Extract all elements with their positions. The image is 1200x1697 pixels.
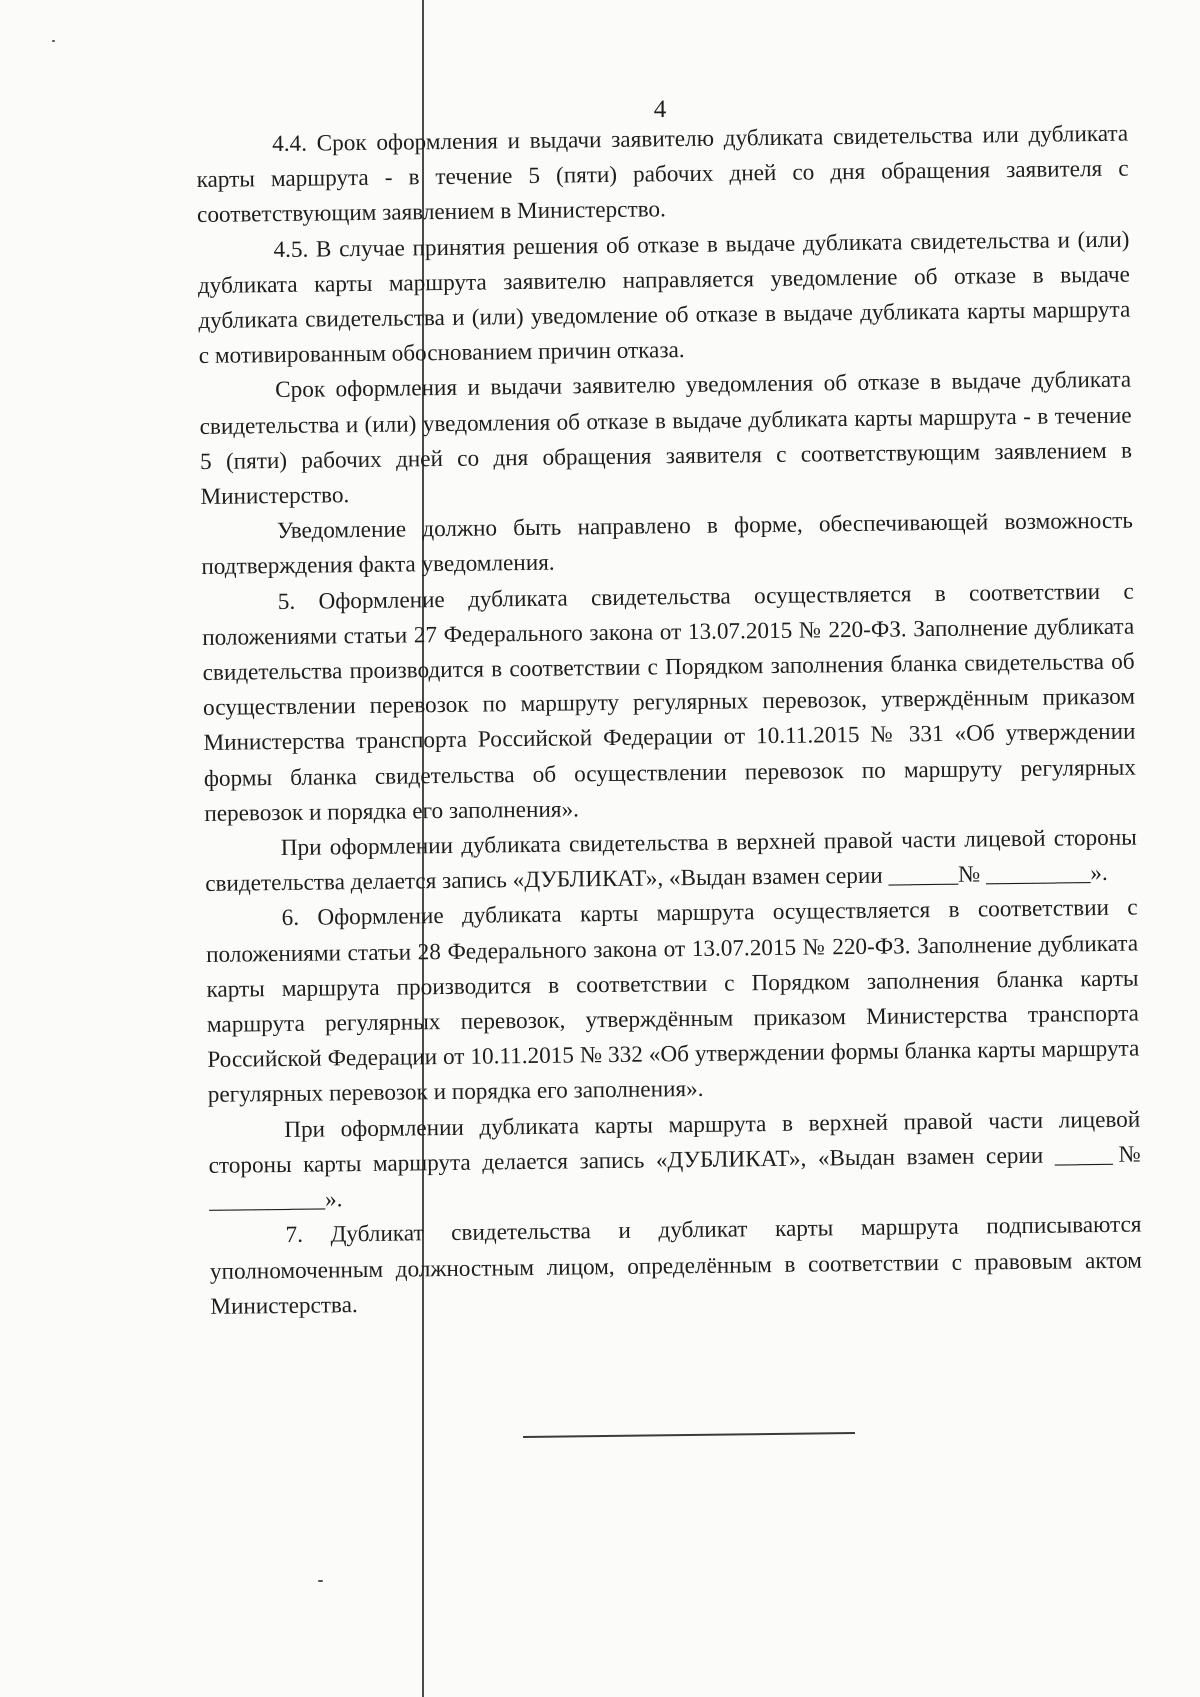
paragraph-certificate-duplicate-mark: При оформлении дубликата свидетельства в верхней правой части лицевой стороны свидетельства делается запись «ДУБЛИКАТ», «Выдан взамен серии ______№ _________». [205, 824, 1137, 898]
paragraph-refusal-term: Срок оформления и выдачи заявителю уведомления об отказе в выдаче дубликата свидетельства и (или) уведомления об отказе в выдаче дубликата карты маршрута - в течение 5 (пяти) рабочих дней со дня обращения заявителя с соответствующим заявлением в Министерство. [199, 367, 1133, 511]
document-body [196, 117, 1143, 1325]
scan-speck [52, 40, 55, 42]
paragraph-4-4: 4.4. Срок оформления и выдачи заявителю дубликата свидетельства или дубликата карты маршрута - в течение 5 (пяти) рабочих дней со дня обращения заявителя с соответствующим заявлением в Министерство. [196, 120, 1129, 229]
paragraph-route-card-duplicate-mark: При оформлении дубликата карты маршрута в верхней правой части лицевой стороны карты маршрута делается запись «ДУБЛИКАТ», «Выдан взамен серии _____№ __________». [208, 1106, 1141, 1215]
scan-speck [318, 1580, 323, 1582]
paragraph-4-5: 4.5. В случае принятия решения об отказе в выдаче дубликата свидетельства и (или) дубликата карты маршрута заявителю направляется уведомление об отказе в выдаче дубликата свидетельства и (или) уведомление об отказе в выдаче дубликата карты маршрута с мотивированным обоснованием причин отказа. [197, 226, 1131, 370]
end-separator-line [523, 1432, 855, 1438]
paragraph-7: 7. Дубликат свидетельства и дубликат карты маршрута подписываются уполномоченным должностным лицом, определённым в соответствии с правовым актом Министерства. [209, 1211, 1143, 1320]
paragraph-notification-form: Уведомление должно быть направлено в форме, обеспечивающей возможность подтверждения факта уведомления. [201, 507, 1134, 581]
page-number: 4 [653, 96, 667, 123]
paragraph-6: 6. Оформление дубликата карты маршрута осуществляется в соответствии с положениями статьи 28 Федерального закона от 13.07.2015 № 220-ФЗ. Заполнение дубликата карты маршрута производится в соответствии с Порядком заполнения бланка карты маршрута регулярных перевозок, утверждённым приказом Министерства транспорта Российской Федерации от 10.11.2015 № 332 «Об утверждении формы бланка карты маршрута регулярных перевозок и порядка его заполнения». [205, 895, 1140, 1109]
paragraph-5: 5. Оформление дубликата свидетельства осуществляется в соответствии с положениями статьи 27 Федерального закона от 13.07.2015 № 220-ФЗ. Заполнение дубликата свидетельства производится в соответствии с Порядком заполнения бланка свидетельства об осуществлении перевозок по маршруту регулярных перевозок, утверждённым приказом Министерства транспорта Российской Федерации от 10.11.2015 № 331 «Об утверждении формы бланка свидетельства об осуществлении перевозок по маршруту регулярных перевозок и порядка его заполнения». [202, 578, 1137, 827]
